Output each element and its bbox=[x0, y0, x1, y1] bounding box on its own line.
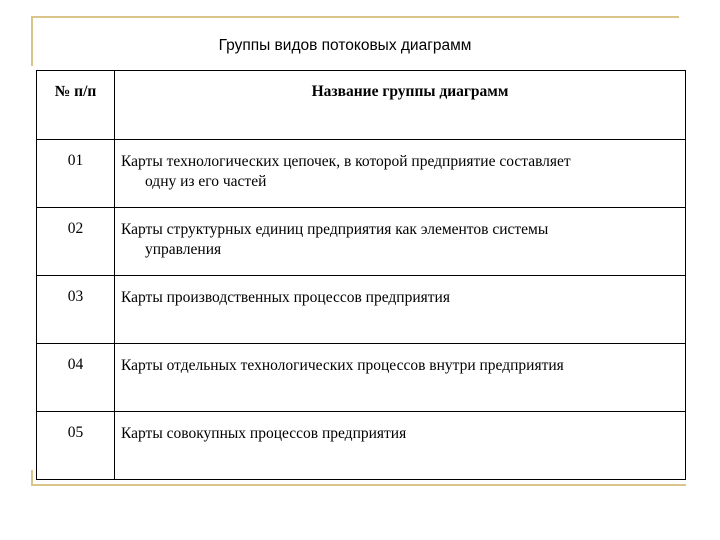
row-name-line2: управления bbox=[145, 241, 222, 258]
row-number: 03 bbox=[37, 276, 115, 344]
row-name bbox=[115, 208, 686, 276]
table-row bbox=[37, 276, 686, 344]
page-title: Группы видов потоковых диаграмм bbox=[218, 37, 472, 54]
diagram-groups-table bbox=[36, 70, 686, 480]
table-row bbox=[37, 412, 686, 480]
decorative-frame-top bbox=[31, 16, 679, 18]
row-name-line1: Карты технологических цепочек, в которой предприятие составляет bbox=[121, 153, 571, 170]
row-number: 01 bbox=[37, 140, 115, 208]
row-name bbox=[115, 140, 686, 208]
table-row bbox=[37, 344, 686, 412]
row-number: 05 bbox=[37, 412, 115, 480]
header-number: № п/п bbox=[37, 71, 115, 140]
decorative-frame-bottom bbox=[31, 484, 686, 486]
table-row bbox=[37, 208, 686, 276]
row-name-line2: одну из его частей bbox=[145, 173, 267, 190]
row-name-line1: Карты структурных единиц предприятия как элементов системы bbox=[121, 221, 549, 238]
header-name: Название группы диаграмм bbox=[115, 71, 686, 140]
row-name bbox=[115, 276, 686, 344]
row-name bbox=[115, 412, 686, 480]
decorative-frame-bottom-left bbox=[31, 470, 33, 486]
row-number: 02 bbox=[37, 208, 115, 276]
row-name-line1: Карты совокупных процессов предприятия bbox=[121, 425, 407, 442]
row-name-line1: Карты отдельных технологических процессов внутри предприятия bbox=[121, 357, 564, 374]
row-name bbox=[115, 344, 686, 412]
table-header-row bbox=[37, 71, 686, 140]
row-number: 04 bbox=[37, 344, 115, 412]
row-name-line1: Карты производственных процессов предприятия bbox=[121, 289, 450, 306]
table-row bbox=[37, 140, 686, 208]
